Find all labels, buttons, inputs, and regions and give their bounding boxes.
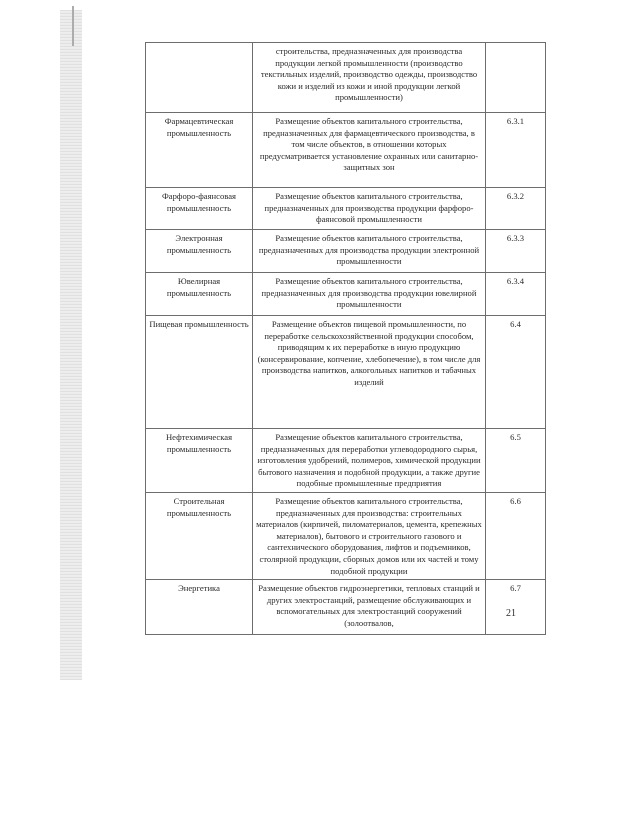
use-description-cell: Размещение объектов гидроэнергетики, тепловых станций и других электростанций, размещение обслуживающих и вспомогательных для электростанций сооружений (золоотвалов, [253, 580, 486, 635]
scan-binding-edge [60, 10, 82, 680]
use-code-cell: 6.3.3 [486, 230, 546, 273]
land-use-table [145, 42, 546, 635]
table-row [146, 273, 546, 316]
use-code-cell: 6.6 [486, 492, 546, 579]
use-code-cell [486, 43, 546, 113]
use-code-cell: 6.3.4 [486, 273, 546, 316]
use-description-cell: Размещение объектов капитального строительства, предназначенных для производства продукции фарфоро-фаянсовой промышленности [253, 188, 486, 230]
use-code-cell: 6.3.1 [486, 113, 546, 188]
use-description-cell: Размещение объектов капитального строительства, предназначенных для фармацевтического производства, в том числе объектов, в отношении которых предусматривается установление охранных или санитарно-защитных зон [253, 113, 486, 188]
use-name-cell: Фармацевтическая промышленность [146, 113, 253, 188]
use-name-cell: Нефтехимическая промышленность [146, 429, 253, 493]
use-name-cell: Фарфоро-фаянсовая промышленность [146, 188, 253, 230]
table-row [146, 316, 546, 429]
table-row [146, 580, 546, 635]
use-code-cell: 6.3.2 [486, 188, 546, 230]
use-code-cell: 6.5 [486, 429, 546, 493]
table-row [146, 429, 546, 493]
use-name-cell: Строительная промышленность [146, 492, 253, 579]
use-description-cell: Размещение объектов капитального строительства, предназначенных для производства: строительных материалов (кирпичей, пиломатериалов, цемента, крепежных материалов), бытового и строительного газового и сантехнического оборудования, лифтов и подъемников, столярной продукции, сборных домов или их частей и тому подобной продукции [253, 492, 486, 579]
table-row [146, 43, 546, 113]
table-row [146, 113, 546, 188]
table-row [146, 230, 546, 273]
page-number: 21 [506, 608, 516, 619]
use-code-cell: 6.4 [486, 316, 546, 429]
use-name-cell: Ювелирная промышленность [146, 273, 253, 316]
table-row [146, 492, 546, 579]
use-description-cell: Размещение объектов капитального строительства, предназначенных для производства продукции электронной промышленности [253, 230, 486, 273]
use-description-cell: Размещение объектов капитального строительства, предназначенных для переработки углеводородного сырья, изготовления удобрений, полимеров, химической продукции бытового назначения и подобной продукции, а также другие подобные промышленные предприятия [253, 429, 486, 493]
use-description-cell: Размещение объектов капитального строительства, предназначенных для производства продукции ювелирной промышленности [253, 273, 486, 316]
use-name-cell: Пищевая промышленность [146, 316, 253, 429]
use-name-cell: Энергетика [146, 580, 253, 635]
use-name-cell [146, 43, 253, 113]
use-description-cell: Размещение объектов пищевой промышленности, по переработке сельскохозяйственной продукции способом, приводящим к их переработке в иную продукцию (консервирование, копчение, хлебопечение), в том числе для производства напитков, алкогольных напитков и табачных изделий [253, 316, 486, 429]
use-description-cell: строительства, предназначенных для производства продукции легкой промышленности (производство текстильных изделий, производство одежды, производство кожи и изделий из кожи и иной продукции легкой промышленности) [253, 43, 486, 113]
use-code-cell: 6.7 [486, 580, 546, 635]
table-row [146, 188, 546, 230]
use-name-cell: Электронная промышленность [146, 230, 253, 273]
